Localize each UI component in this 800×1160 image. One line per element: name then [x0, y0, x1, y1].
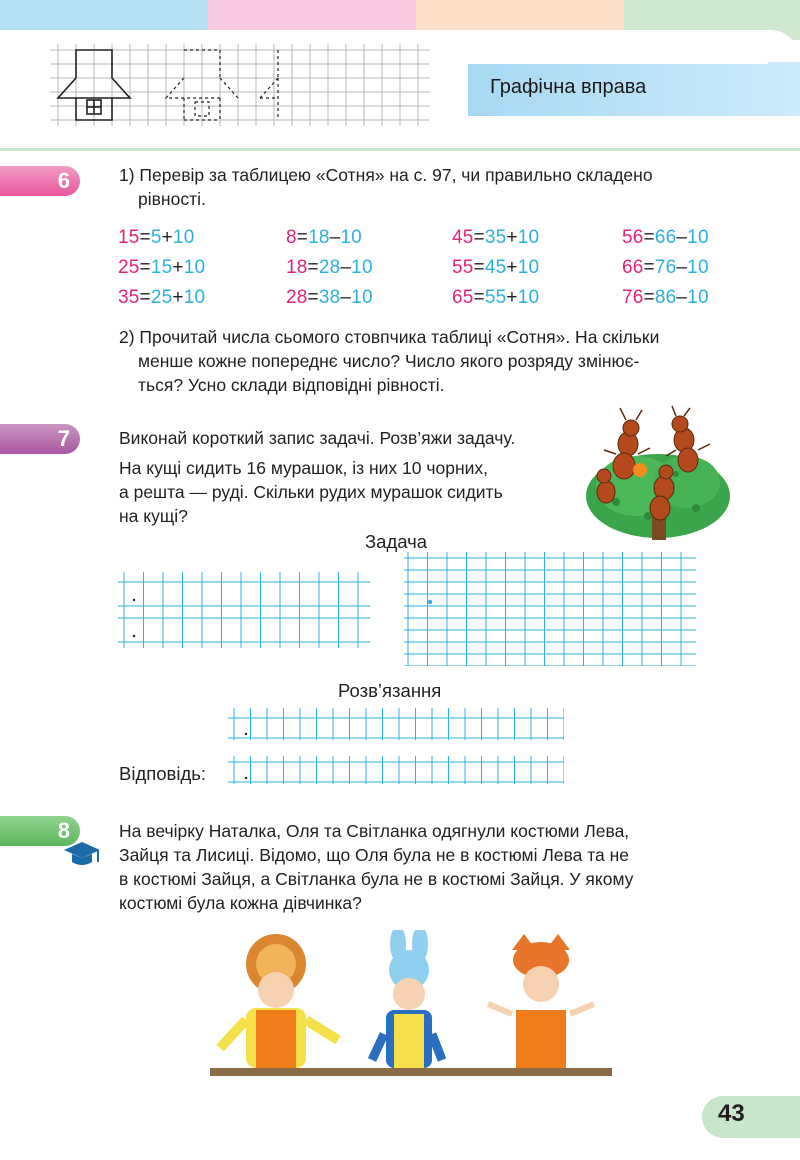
task7-line4: на кущі? — [119, 506, 188, 526]
equation-c: 10 — [183, 257, 206, 278]
equation-b: 76 — [654, 257, 677, 278]
task6-part1-line1: 1) Перевір за таблицею «Сотня» на с. 97, чи правильно складено — [119, 165, 653, 185]
equation-c: 10 — [517, 227, 540, 248]
task7-line3: а решта — руді. Скільки рудих мурашок сидить — [119, 482, 503, 502]
graphic-exercise-drawing — [40, 42, 440, 128]
equation-b: 55 — [484, 287, 507, 308]
equation-a: 65 — [452, 287, 474, 308]
task-label: Задача — [365, 531, 428, 552]
equation-op: – — [676, 257, 688, 278]
equation-a: 25 — [118, 257, 140, 278]
equation-c: 10 — [517, 257, 540, 278]
lion-costume-girl — [220, 934, 338, 1068]
equation-a: 28 — [286, 287, 308, 308]
equation — [286, 287, 373, 309]
task6-part2-line2: менше кожне попереднє число? Число якого розряду змінює- — [138, 351, 640, 371]
equation-eqs: = — [473, 257, 485, 278]
ants-on-bush-illustration — [576, 404, 736, 544]
equation-eqs: = — [473, 287, 485, 308]
equation-op: + — [172, 257, 184, 278]
equation-eqs: = — [643, 257, 655, 278]
equation-c: 10 — [183, 287, 206, 308]
page-number: 43 — [718, 1100, 745, 1127]
task6-part1-line2: рівності. — [138, 189, 206, 209]
equation-eqs: = — [296, 227, 309, 248]
equation-a: 55 — [452, 257, 474, 278]
page-number-tab — [702, 1096, 800, 1138]
equation-c: 10 — [517, 287, 540, 308]
equation-c: 10 — [340, 227, 362, 248]
section-title: Графічна вправа — [490, 76, 647, 98]
equation-eqs: = — [139, 287, 151, 308]
equation-op: + — [172, 287, 184, 308]
equation-eqs: = — [643, 287, 655, 308]
task6-part2-line3: ться? Усно склади відповідні рівності. — [138, 375, 445, 395]
equation — [118, 287, 205, 309]
hare-costume-girl — [372, 930, 442, 1068]
girls-in-costumes-illustration — [206, 930, 646, 1080]
equation-eqs: = — [307, 257, 319, 278]
equation-c: 10 — [687, 227, 709, 248]
equation — [622, 287, 709, 309]
equation — [622, 257, 709, 279]
equation-b: 28 — [318, 257, 341, 278]
equation-a: 76 — [622, 287, 644, 308]
answer-grid — [228, 756, 564, 784]
fox-costume-girl — [488, 934, 594, 1070]
equation-a: 45 — [452, 227, 474, 248]
equation-c: 10 — [172, 227, 195, 248]
equation-c: 10 — [687, 287, 709, 308]
equation-eqs: = — [643, 227, 655, 248]
equation — [452, 227, 539, 249]
task8-line2: Зайця та Лисиці. Відомо, що Оля була не в костюмі Лева та не — [119, 845, 630, 865]
equation-b: 35 — [484, 227, 507, 248]
solution-grid — [228, 706, 564, 740]
equation-c: 10 — [687, 257, 709, 278]
equation — [118, 257, 205, 279]
equation-b: 38 — [318, 287, 341, 308]
task8-line4: костюмі була кожна дівчинка? — [119, 893, 362, 913]
equation-op: – — [340, 287, 352, 308]
solution-label: Розв’язання — [338, 680, 442, 701]
equation-b: 5 — [150, 227, 162, 248]
equation-eqs: = — [473, 227, 485, 248]
equation-op: – — [340, 257, 352, 278]
equation-op: + — [506, 227, 518, 248]
equation-a: 66 — [622, 257, 644, 278]
task8-line1: На вечірку Наталка, Оля та Світланка одягнули костюми Лева, — [119, 821, 630, 841]
task7-line2: На кущі сидить 16 мурашок, із них 10 чорних, — [119, 458, 489, 478]
equation-c: 10 — [351, 287, 373, 308]
equation — [286, 227, 362, 249]
equation-eqs: = — [139, 227, 151, 248]
answer-label: Відповідь: — [119, 763, 207, 784]
equation-a: 15 — [118, 227, 140, 248]
short-record-grid-left — [118, 568, 370, 648]
equation-op: – — [676, 227, 688, 248]
equation-a: 56 — [622, 227, 644, 248]
equation-a: 35 — [118, 287, 140, 308]
equation-b: 15 — [150, 257, 173, 278]
task6-part2-line1: 2) Прочитай числа сьомого стовпчика таблиці «Сотня». На скільки — [119, 327, 660, 347]
equation-b: 86 — [654, 287, 677, 308]
title-tab-corner — [468, 40, 768, 64]
equation — [622, 227, 709, 249]
equation-eqs: = — [139, 257, 151, 278]
equation-op: – — [329, 227, 341, 248]
equation-b: 45 — [484, 257, 507, 278]
task8-line3: в костюмі Зайця, а Світланка була не в костюмі Зайця. У якому — [119, 869, 634, 889]
equation-eqs: = — [307, 287, 319, 308]
task-number-6: 6 — [0, 166, 80, 196]
equation — [286, 257, 373, 279]
equation — [452, 287, 539, 309]
equation-b: 18 — [308, 227, 330, 248]
task-number-7: 7 — [0, 424, 80, 454]
equation — [452, 257, 539, 279]
equation-op: + — [506, 257, 518, 278]
equation-a: 18 — [286, 257, 308, 278]
task7-line1: Виконай короткий запис задачі. Розв’яжи задачу. — [119, 428, 516, 448]
equation — [118, 227, 194, 249]
equation-op: + — [161, 227, 173, 248]
equation-op: + — [506, 287, 518, 308]
equation-b: 25 — [150, 287, 173, 308]
equation-op: – — [676, 287, 688, 308]
graduation-cap-icon — [62, 840, 102, 868]
equation-c: 10 — [351, 257, 373, 278]
task-number-8: 8 — [0, 816, 80, 846]
equation-b: 66 — [654, 227, 677, 248]
short-record-grid-right — [404, 552, 696, 666]
equation-a: 8 — [286, 227, 297, 248]
